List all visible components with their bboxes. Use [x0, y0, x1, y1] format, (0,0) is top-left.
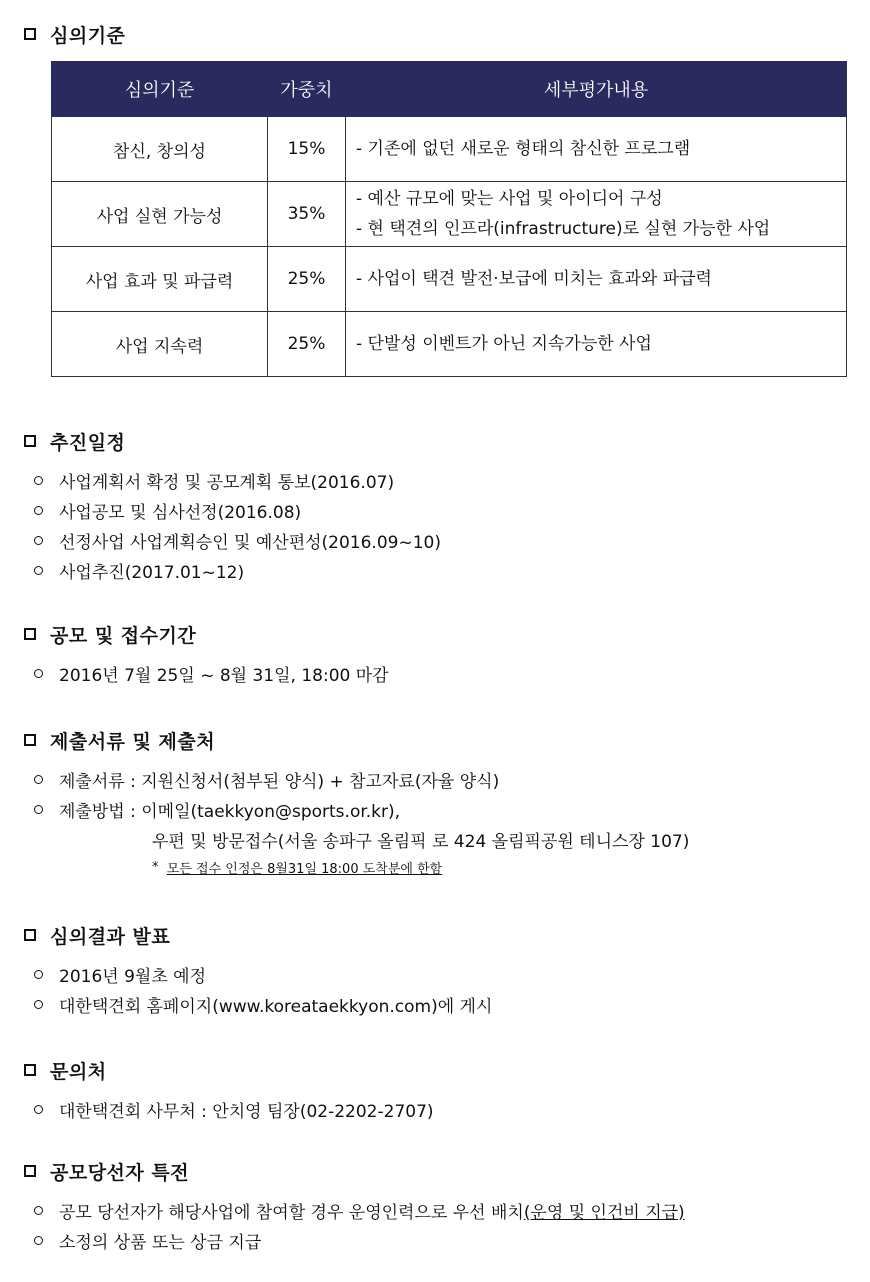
submission-note [24, 854, 689, 880]
detail-line: - 사업이 택견 발전·보급에 미치는 효과와 파급력 [356, 269, 712, 289]
detail-line: - 예산 규모에 맞는 사업 및 아이디어 구성 [356, 189, 663, 209]
list-item [24, 658, 389, 688]
item-text-underlined: (운영 및 인건비 지급) [523, 1202, 685, 1223]
list-item [24, 989, 492, 1019]
list-item [24, 1094, 434, 1124]
list-item [24, 1195, 685, 1225]
table-row [52, 312, 847, 377]
list-item [24, 959, 492, 989]
list-item [24, 794, 689, 824]
criteria-weight: 25% [268, 312, 346, 377]
square-bullet-icon [24, 1064, 36, 1076]
circle-bullet-icon [34, 536, 43, 545]
list-item [24, 495, 441, 525]
section-title: 공모 및 접수기간 [50, 624, 197, 647]
criteria-name: 참신, 창의성 [52, 117, 268, 182]
item-text: 2016년 9월초 예정 [59, 966, 206, 987]
item-text: 공모 당선자가 해당사업에 참여할 경우 운영인력으로 우선 배치 [59, 1202, 524, 1223]
circle-bullet-icon [34, 669, 43, 678]
section-results [24, 920, 492, 1019]
header-criteria: 심의기준 [52, 62, 268, 117]
square-bullet-icon [24, 734, 36, 746]
item-text: 대한택견회 사무처 : 안치영 팀장(02-2202-2707) [59, 1101, 434, 1122]
table-row [52, 247, 847, 312]
section-documents [24, 725, 689, 880]
item-text: 제출방법 : 이메일(taekkyon@sports.or.kr), [59, 801, 401, 822]
criteria-name: 사업 실현 가능성 [52, 182, 268, 247]
square-bullet-icon [24, 628, 36, 640]
detail-line: - 단발성 이벤트가 아닌 지속가능한 사업 [356, 334, 652, 354]
section-title: 심의결과 발표 [50, 925, 171, 948]
square-bullet-icon [24, 1165, 36, 1177]
criteria-details [346, 182, 847, 247]
item-text: 사업추진(2017.01~12) [59, 562, 245, 583]
item-text: 소정의 상품 또는 상금 지급 [59, 1232, 262, 1253]
circle-bullet-icon [34, 476, 43, 485]
section-title: 문의처 [50, 1060, 107, 1083]
list-item [24, 525, 441, 555]
section-title: 심의기준 [50, 24, 126, 47]
criteria-details [346, 247, 847, 312]
header-weight: 가중치 [268, 62, 346, 117]
circle-bullet-icon [34, 1206, 43, 1215]
detail-line: - 기존에 없던 새로운 형태의 참신한 프로그램 [356, 139, 691, 159]
table-header-row [52, 62, 847, 117]
criteria-name: 사업 지속력 [52, 312, 268, 377]
list-item [24, 465, 441, 495]
section-contact [24, 1055, 434, 1124]
criteria-details [346, 312, 847, 377]
item-text: 선정사업 사업계획승인 및 예산편성(2016.09~10) [59, 532, 441, 553]
circle-bullet-icon [34, 970, 43, 979]
section-title: 제출서류 및 제출처 [50, 730, 216, 753]
square-bullet-icon [24, 929, 36, 941]
section-period [24, 619, 389, 688]
circle-bullet-icon [34, 506, 43, 515]
note-star: * [152, 859, 159, 875]
criteria-weight: 35% [268, 182, 346, 247]
criteria-table [51, 61, 847, 377]
circle-bullet-icon [34, 805, 43, 814]
table-row [52, 117, 847, 182]
square-bullet-icon [24, 28, 36, 40]
note-text: 모든 접수 인정은 8월31일 18:00 도착분에 한함 [166, 861, 443, 877]
detail-line: - 현 택견의 인프라(infrastructure)로 실현 가능한 사업 [356, 219, 771, 239]
list-item [24, 764, 689, 794]
circle-bullet-icon [34, 1000, 43, 1009]
criteria-weight: 15% [268, 117, 346, 182]
item-text: 사업공모 및 심사선정(2016.08) [59, 502, 302, 523]
table-row [52, 182, 847, 247]
circle-bullet-icon [34, 566, 43, 575]
method-line-2: 우편 및 방문접수(서울 송파구 올림픽 로 424 올림픽공원 테니스장 107) [152, 831, 690, 852]
section-benefits [24, 1156, 685, 1255]
criteria-name: 사업 효과 및 파급력 [52, 247, 268, 312]
section-schedule [24, 426, 441, 585]
item-text: 사업계획서 확정 및 공모계획 통보(2016.07) [59, 472, 395, 493]
section-criteria [24, 19, 125, 49]
criteria-details [346, 117, 847, 182]
criteria-weight: 25% [268, 247, 346, 312]
header-details: 세부평가내용 [346, 62, 847, 117]
section-title: 공모당선자 특전 [50, 1161, 190, 1184]
square-bullet-icon [24, 435, 36, 447]
section-title: 추진일정 [50, 431, 126, 454]
list-item [24, 555, 441, 585]
item-text: 제출서류 : 지원신청서(첨부된 양식) + 참고자료(자율 양식) [59, 771, 500, 792]
circle-bullet-icon [34, 1105, 43, 1114]
item-text: 2016년 7월 25일 ~ 8월 31일, 18:00 마감 [59, 665, 389, 686]
circle-bullet-icon [34, 775, 43, 784]
list-item [24, 1225, 685, 1255]
item-text: 대한택견회 홈페이지(www.koreataekkyon.com)에 게시 [59, 996, 493, 1017]
circle-bullet-icon [34, 1236, 43, 1245]
